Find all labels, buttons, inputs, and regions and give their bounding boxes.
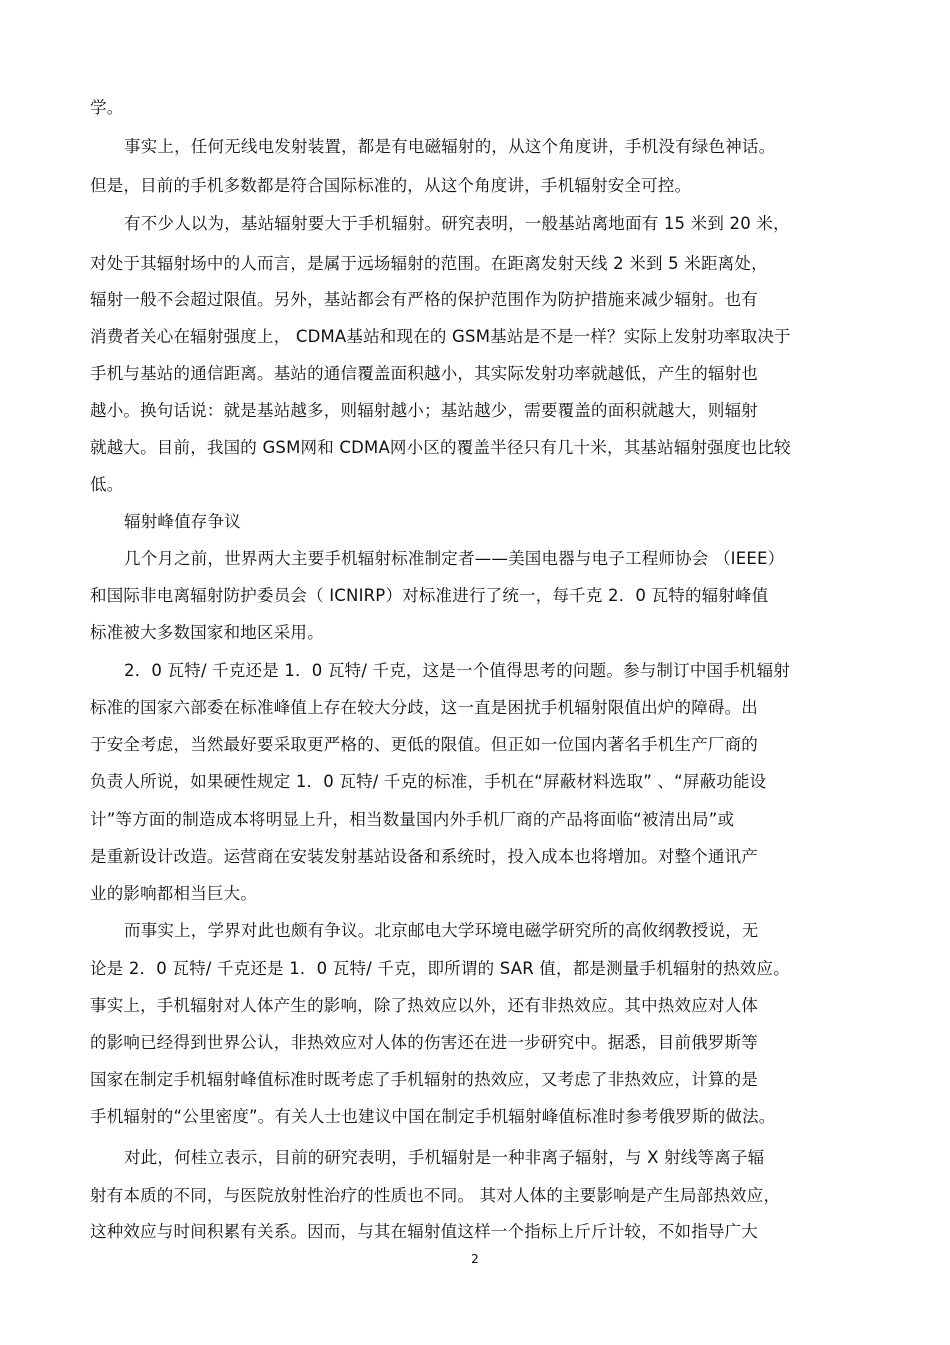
text-line: 越小。换句话说：就是基站越多，则辐射越小；基站越少，需要覆盖的面积就越大，则辐射	[90, 401, 758, 420]
text-line: 就越大。目前，我国的 GSM网和 CDMA网小区的覆盖半径只有几十米，其基站辐射强度也比较	[90, 438, 791, 457]
section-heading: 辐射峰值存争议	[124, 512, 241, 531]
text-line: 是重新设计改造。运营商在安装发射基站设备和系统时，投入成本也将增加。对整个通讯产	[90, 847, 758, 866]
text-line: 事实上，任何无线电发射装置，都是有电磁辐射的，从这个角度讲，手机没有绿色神话。	[124, 137, 776, 156]
text-line: 但是，目前的手机多数都是符合国际标准的，从这个角度讲，手机辐射安全可控。	[90, 176, 692, 195]
text-line: 计”等方面的制造成本将明显上升，相当数量国内外手机厂商的产品将面临“被清出局”或	[90, 810, 735, 829]
text-line: 负责人所说，如果硬性规定 1．0 瓦特/ 千克的标准，手机在“屏蔽材料选取” 、“屏蔽功能设	[90, 772, 767, 791]
text-line: 事实上，手机辐射对人体产生的影响，除了热效应以外，还有非热效应。其中热效应对人体	[90, 996, 758, 1015]
text-line: 学。	[90, 98, 124, 117]
text-line: 而事实上，学界对此也颇有争议。北京邮电大学环境电磁学研究所的高攸纲教授说，无	[124, 921, 759, 940]
text-line: 手机辐射的“公里密度”。有关人士也建议中国在制定手机辐射峰值标准时参考俄罗斯的做法。	[90, 1107, 776, 1126]
text-line: 对此，何桂立表示，目前的研究表明，手机辐射是一种非离子辐射，与 X 射线等离子辐	[124, 1148, 765, 1167]
text-line: 2．0 瓦特/ 千克还是 1．0 瓦特/ 千克，这是一个值得思考的问题。参与制订中国手机辐射	[124, 661, 791, 680]
text-line: 的影响已经得到世界公认，非热效应对人体的伤害还在进一步研究中。据悉，目前俄罗斯等	[90, 1033, 758, 1052]
text-line: 低。	[90, 475, 124, 494]
text-line: 几个月之前，世界两大主要手机辐射标准制定者——美国电器与电子工程师协会 （IEEE）	[124, 549, 785, 568]
text-line: 有不少人以为，基站辐射要大于手机辐射。研究表明，一般基站离地面有 15 米到 20 米，	[124, 214, 790, 233]
text-line: 射有本质的不同，与医院放射性治疗的性质也不同。 其对人体的主要影响是产生局部热效应，	[90, 1186, 781, 1205]
text-line: 这种效应与时间积累有关系。因而，与其在辐射值这样一个指标上斤斤计较，不如指导广大	[90, 1222, 758, 1241]
text-line: 手机与基站的通信距离。基站的通信覆盖面积越小，其实际发射功率就越低，产生的辐射也	[90, 364, 758, 383]
text-line: 消费者关心在辐射强度上， CDMA基站和现在的 GSM基站是不是一样？实际上发射功率取决于	[90, 327, 791, 346]
text-line: 论是 2．0 瓦特/ 千克还是 1．0 瓦特/ 千克，即所谓的 SAR 值，都是测量手机辐射的热效应。	[90, 959, 790, 978]
text-line: 对处于其辐射场中的人而言，是属于远场辐射的范围。在距离发射天线 2 米到 5 米距离处，	[90, 254, 768, 273]
text-line: 业的影响都相当巨大。	[90, 884, 257, 903]
text-line: 标准被大多数国家和地区采用。	[90, 623, 324, 642]
text-line: 标准的国家六部委在标准峰值上存在较大分歧，这一直是困扰手机辐射限值出炉的障碍。出	[90, 698, 758, 717]
text-line: 国家在制定手机辐射峰值标准时既考虑了手机辐射的热效应，又考虑了非热效应，计算的是	[90, 1070, 758, 1089]
text-line: 于安全考虑，当然最好要采取更严格的、更低的限值。但正如一位国内著名手机生产厂商的	[90, 735, 758, 754]
text-line: 辐射一般不会超过限值。另外，基站都会有严格的保护范围作为防护措施来减少辐射。也有	[90, 290, 758, 309]
page-number: 2	[471, 1252, 479, 1266]
text-line: 和国际非电离辐射防护委员会（ ICNIRP）对标准进行了统一，每千克 2．0 瓦特的辐射峰值	[90, 586, 769, 605]
